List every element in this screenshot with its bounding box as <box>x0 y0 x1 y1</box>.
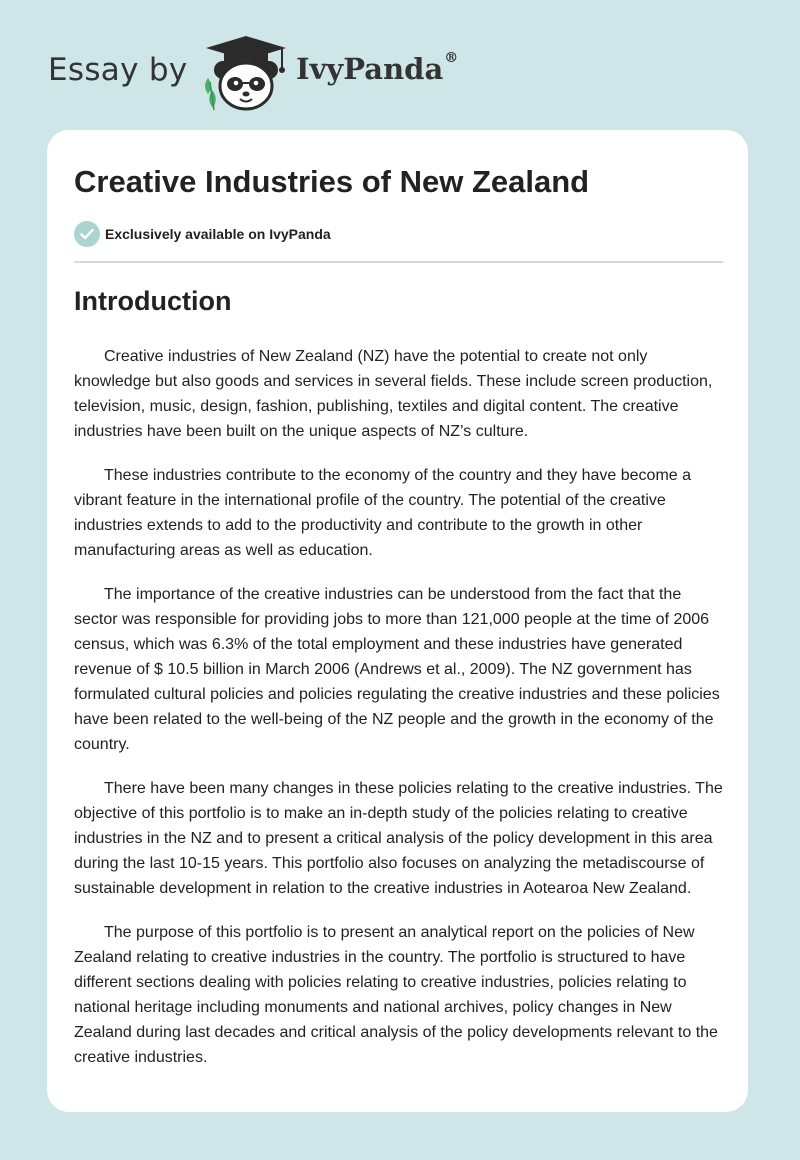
paragraph: The importance of the creative industries can be understood from the fact that the sector was responsible for providing jobs to more than 121,000 people at the time of 2006 census, which was 6.3% of the total employment and these industries have generated revenue of $ 10.5 billion in March 2006 (Andrews et al., 2009). The NZ government has formulated cultural policies and policies regulating the creative industries and these policies have been related to the well-being of the NZ people and the growth in the economy of the country. <box>74 586 720 753</box>
paragraph: Creative industries of New Zealand (NZ) have the potential to create not only knowledge but also goods and services in several fields. These include screen production, television, music, design, fashion, publishing, textiles and digital content. The creative industries have been built on the unique aspects of NZ’s culture. <box>74 348 713 440</box>
article-title: Creative Industries of New Zealand <box>74 164 590 199</box>
exclusive-badge <box>74 221 331 247</box>
brand-name-text: IvyPanda <box>296 52 444 86</box>
essay-by-label: Essay by <box>48 52 188 88</box>
registered-mark: ® <box>444 50 459 66</box>
article-body <box>74 344 723 1089</box>
paragraph: There have been many changes in these policies relating to the creative industries. The objective of this portfolio is to make an in-depth study of the policies relating to creative industries in the NZ and to present a critical analysis of the policy development in this area during the last 10-15 years. This portfolio also focuses on analyzing the metadiscourse of sustainable development in relation to the creative industries in Aotearoa New Zealand. <box>74 780 723 897</box>
paragraph: The purpose of this portfolio is to present an analytical report on the policies of New Zealand relating to creative industries in the country. The portfolio is structured to have different sections dealing with policies relating to creative industries, policies relating to national heritage including monuments and national archives, policy changes in New Zealand during last decades and critical analysis of the policy developments relevant to the creative industries. <box>74 924 718 1066</box>
title-divider <box>74 261 723 263</box>
brand-name[interactable] <box>296 52 458 86</box>
paragraph: These industries contribute to the economy of the country and they have become a vibrant feature in the international profile of the country. The potential of the creative industries extends to add to the productivity and contribute to the growth in other manufacturing areas as well as education. <box>74 467 692 559</box>
section-heading-introduction: Introduction <box>74 286 232 316</box>
article-card <box>47 130 748 1112</box>
check-icon <box>74 221 100 247</box>
site-header <box>0 0 800 130</box>
exclusive-badge-label: Exclusively available on IvyPanda <box>105 226 331 242</box>
panda-logo-icon[interactable] <box>200 34 292 112</box>
